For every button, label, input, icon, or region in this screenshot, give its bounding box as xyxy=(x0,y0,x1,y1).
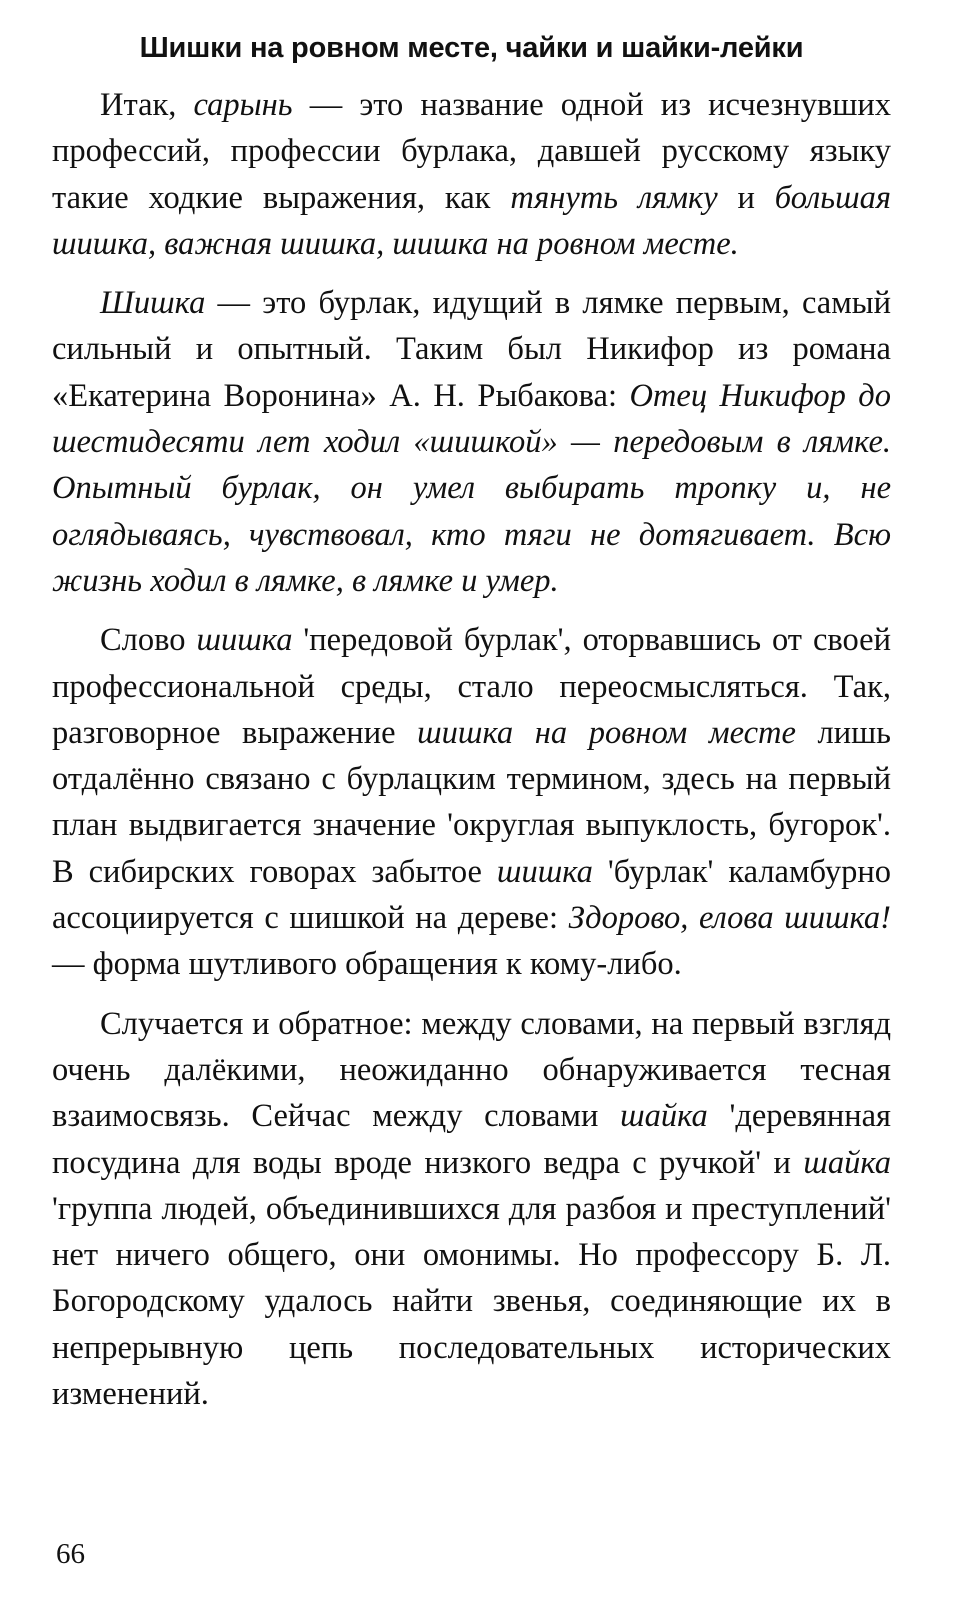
text-run: Случается и обратное: между словами, на первый взгляд очень далёкими, неожиданно обнаруживается тесная взаимосвязь. Сейчас между словами xyxy=(52,1005,891,1135)
italic-run: Шишка xyxy=(100,285,206,322)
text-run: — это бурлак, идущий в лямке первым, самый сильный и опытный. Таким был Никифор из романа «Екатерина Воронина» А. Н. Рыбакова: xyxy=(52,285,891,414)
italic-run: тянуть лямку xyxy=(510,179,718,216)
italic-run: Здорово, елова шишка! xyxy=(568,900,891,937)
italic-run: Отец Никифор до шестидесяти лет ходил «шишкой» — передовым в лямке. Опытный бурлак, он умел выбирать тропку и, не оглядываясь, чувствовал, кто тяги не дотягивает. Всю жизнь ходил в лямке, в лямке и умер. xyxy=(52,377,891,599)
text-run: 'группа людей, объединившихся для разбоя и преступлений' нет ничего общего, они омонимы. Но профессору Б. Л. Богородскому удалось найти звенья, соединяющие их в непрерывную цепь последовательных исторических изменений. xyxy=(52,1190,891,1413)
body-text xyxy=(52,82,891,1417)
text-run: и xyxy=(717,179,775,216)
text-run: Итак, xyxy=(100,87,194,123)
paragraph xyxy=(52,82,891,267)
text-run: — форма шутливого обращения к кому-либо. xyxy=(52,946,682,983)
italic-run: шишка xyxy=(196,622,293,659)
paragraph xyxy=(52,280,891,604)
text-run: 'бурлак' каламбурно ассоциируется с шишкой на дереве: xyxy=(52,853,891,937)
text-run: 'передовой бурлак', оторвавшись от своей профессиональной среды, стало переосмысляться. Так, разговорное выражение xyxy=(52,622,891,751)
text-run: — это название одной из исчезнувших профессий, профессии бурлака, давшей русскому языку такие ходкие выражения, как xyxy=(52,87,891,216)
paragraph xyxy=(52,1001,891,1418)
paragraph xyxy=(52,617,891,987)
italic-run: шайка xyxy=(803,1144,891,1181)
italic-run: шишка xyxy=(496,853,593,890)
page-number: 66 xyxy=(56,1538,85,1570)
italic-run: большая шишка, важная шишка, шишка на ровном месте. xyxy=(52,179,891,262)
text-run: лишь отдалённо связано с бурлацким термином, здесь на первый план выдвигается значение 'округлая выпуклость, бугорок'. В сибирских говорах забытое xyxy=(52,714,891,890)
running-head: Шишки на ровном месте, чайки и шайки-лейки xyxy=(139,32,804,64)
text-run: 'деревянная посудина для воды вроде низкого ведра с ручкой' и xyxy=(52,1098,891,1181)
italic-run: шишка на ровном месте xyxy=(417,714,796,751)
text-run: Слово xyxy=(100,622,197,659)
italic-run: шайка xyxy=(620,1098,708,1135)
italic-run: сарынь xyxy=(193,87,293,123)
